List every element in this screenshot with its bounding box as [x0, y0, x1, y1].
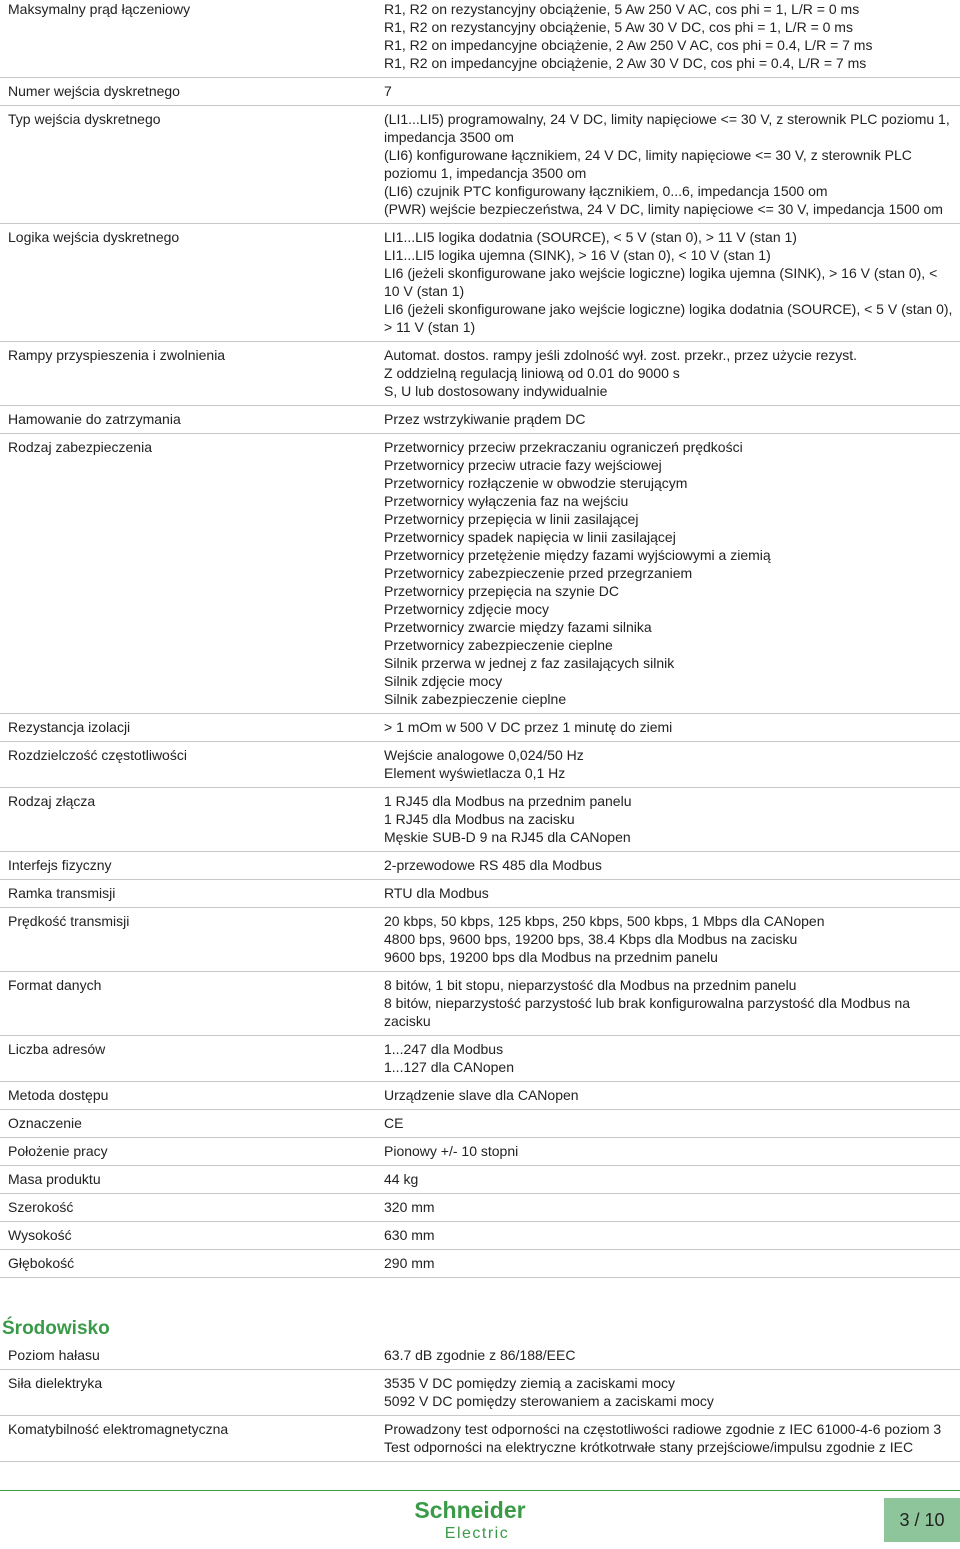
spec-values — [376, 438, 960, 708]
spec-row — [0, 0, 960, 78]
spec-value-line: CE — [384, 1115, 404, 1131]
spec-value-line: RTU dla Modbus — [384, 885, 489, 901]
spec-row — [0, 1416, 960, 1462]
spec-row — [0, 880, 960, 908]
spec-values — [376, 1170, 960, 1188]
spec-values — [376, 856, 960, 874]
spec-label: Głębokość — [8, 1255, 75, 1271]
spec-value-line: Prowadzony test odporności na częstotliwości radiowe zgodnie z IEC 61000-4-6 poziom 3 — [384, 1421, 942, 1437]
spec-label: Oznaczenie — [8, 1115, 82, 1131]
spec-row — [0, 742, 960, 788]
spec-value-line: 290 mm — [384, 1255, 435, 1271]
spec-value-line: Silnik przerwa w jednej z faz zasilających silnik — [384, 655, 675, 671]
spec-label: Format danych — [8, 977, 102, 993]
spec-row — [0, 342, 960, 406]
spec-value-line: Silnik zabezpieczenie cieplne — [384, 691, 567, 707]
spec-value-line: Automat. dostos. rampy jeśli zdolność wył. zost. przekr., przez użycie rezyst. — [384, 347, 858, 363]
spec-value-line: Przetwornicy przeciw utracie fazy wejściowej — [384, 457, 662, 473]
spec-value-line: 9600 bps, 19200 bps dla Modbus na przednim panelu — [384, 949, 718, 965]
spec-value-line: Przez wstrzykiwanie prądem DC — [384, 411, 586, 427]
spec-label: Rodzaj złącza — [8, 793, 96, 809]
spec-label: Numer wejścia dyskretnego — [8, 83, 180, 99]
spec-label: Metoda dostępu — [8, 1087, 109, 1103]
spec-label: Położenie pracy — [8, 1143, 108, 1159]
spec-values — [376, 1198, 960, 1216]
spec-label: Ramka transmisji — [8, 885, 116, 901]
spec-row — [0, 434, 960, 714]
spec-value-line: Przetwornicy rozłączenie w obwodzie sterującym — [384, 475, 688, 491]
spec-label: Siła dielektryka — [8, 1375, 103, 1391]
spec-value-line: (LI1...LI5) programowalny, 24 V DC, limity napięciowe <= 30 V, z sterownik PLC poziomu 1, impedancja 3500 om — [384, 111, 950, 145]
spec-values — [376, 410, 960, 428]
spec-row — [0, 1222, 960, 1250]
spec-value-line: 44 kg — [384, 1171, 419, 1187]
spec-label: Logika wejścia dyskretnego — [8, 229, 180, 245]
spec-label: Prędkość transmisji — [8, 913, 130, 929]
spec-label: Komatybilność elektromagnetyczna — [8, 1421, 229, 1437]
spec-value-line: (LI6) konfigurowane łącznikiem, 24 V DC, limity napięciowe <= 30 V, z sterownik PLC poziomu 1, impedancja 3500 om — [384, 147, 912, 181]
spec-row — [0, 406, 960, 434]
svg-text:Electric: Electric — [444, 1525, 510, 1542]
spec-value-line: 8 bitów, nieparzystość parzystość lub brak konfigurowalna parzystość dla Modbus na zacisku — [384, 995, 911, 1029]
spec-value-line: Męskie SUB-D 9 na RJ45 dla CANopen — [384, 829, 631, 845]
spec-row — [0, 1082, 960, 1110]
spec-label: Liczba adresów — [8, 1041, 106, 1057]
spec-value-line: Przetwornicy przepięcia na szynie DC — [384, 583, 619, 599]
spec-value-line: Pionowy +/- 10 stopni — [384, 1143, 519, 1159]
spec-value-line: R1, R2 on impedancyjne obciążenie, 2 Aw 250 V AC, cos phi = 0.4, L/R = 7 ms — [384, 37, 873, 53]
spec-value-line: Silnik zdjęcie mocy — [384, 673, 503, 689]
spec-values — [376, 82, 960, 100]
spec-values — [376, 976, 960, 1030]
spec-label: Masa produktu — [8, 1171, 101, 1187]
spec-row — [0, 1370, 960, 1416]
spec-value-line: Przetwornicy zabezpieczenie przed przegrzaniem — [384, 565, 693, 581]
spec-row — [0, 1110, 960, 1138]
spec-value-line: LI6 (jeżeli skonfigurowane jako wejście logiczne) logika dodatnia (SOURCE), < 5 V (stan 0), > 11 V (stan 1) — [384, 301, 953, 335]
spec-row — [0, 1194, 960, 1222]
spec-label: Poziom hałasu — [8, 1347, 100, 1363]
spec-value-line: 1...247 dla Modbus — [384, 1041, 504, 1057]
spec-value-line: Przetwornicy zwarcie między fazami silnika — [384, 619, 652, 635]
spec-value-line: (PWR) wejście bezpieczeństwa, 24 V DC, limity napięciowe <= 30 V, impedancja 1500 om — [384, 201, 943, 217]
spec-label: Rodzaj zabezpieczenia — [8, 439, 152, 455]
spec-value-line: Przetwornicy przeciw przekraczaniu ograniczeń prędkości — [384, 439, 743, 455]
spec-row — [0, 106, 960, 224]
spec-values — [376, 1040, 960, 1076]
spec-row — [0, 972, 960, 1036]
spec-value-line: 1...127 dla CANopen — [384, 1059, 514, 1075]
spec-values — [376, 110, 960, 218]
spec-label: Maksymalny prąd łączeniowy — [8, 1, 191, 17]
spec-value-line: 320 mm — [384, 1199, 435, 1215]
section-title-environment: Środowisko — [2, 1318, 110, 1339]
spec-values — [376, 1142, 960, 1160]
spec-value-line: Element wyświetlacza 0,1 Hz — [384, 765, 566, 781]
spec-row — [0, 1036, 960, 1082]
spec-value-line: (LI6) czujnik PTC konfigurowany łącznikiem, 0...6, impedancja 1500 om — [384, 183, 828, 199]
spec-label: Wysokość — [8, 1227, 72, 1243]
spec-label: Rezystancja izolacji — [8, 719, 131, 735]
spec-value-line: Przetwornicy zdjęcie mocy — [384, 601, 549, 617]
schneider-electric-logo — [395, 1498, 545, 1542]
spec-values — [376, 718, 960, 736]
spec-values — [376, 0, 960, 72]
spec-value-line: Przetwornicy spadek napięcia w linii zasilającej — [384, 529, 676, 545]
spec-row — [0, 224, 960, 342]
spec-value-line: 1 RJ45 dla Modbus na przednim panelu — [384, 793, 632, 809]
spec-value-line: 5092 V DC pomiędzy sterowaniem a zaciskami mocy — [384, 1393, 714, 1409]
spec-values — [376, 912, 960, 966]
spec-value-line: Wejście analogowe 0,024/50 Hz — [384, 747, 584, 763]
spec-value-line: 7 — [384, 83, 392, 99]
spec-row — [0, 852, 960, 880]
spec-values — [376, 1254, 960, 1272]
spec-value-line: LI1...LI5 logika ujemna (SINK), > 16 V (stan 0), < 10 V (stan 1) — [384, 247, 771, 263]
spec-value-line: R1, R2 on impedancyjne obciążenie, 2 Aw 30 V DC, cos phi = 0.4, L/R = 7 ms — [384, 55, 867, 71]
spec-value-line: R1, R2 on rezystancyjny obciążenie, 5 Aw 30 V DC, cos phi = 1, L/R = 0 ms — [384, 19, 853, 35]
spec-label: Typ wejścia dyskretnego — [8, 111, 161, 127]
spec-values — [376, 228, 960, 336]
spec-values — [376, 1226, 960, 1244]
spec-label: Interfejs fizyczny — [8, 857, 112, 873]
spec-values — [376, 346, 960, 400]
spec-row — [0, 78, 960, 106]
spec-values — [376, 1420, 960, 1456]
spec-row — [0, 1166, 960, 1194]
spec-values — [376, 1374, 960, 1410]
footer-divider — [0, 1490, 960, 1491]
page-number: 3 / 10 — [884, 1498, 960, 1542]
spec-label: Hamowanie do zatrzymania — [8, 411, 181, 427]
spec-values — [376, 1114, 960, 1132]
spec-value-line: 20 kbps, 50 kbps, 125 kbps, 250 kbps, 500 kbps, 1 Mbps dla CANopen — [384, 913, 825, 929]
spec-row — [0, 1346, 960, 1370]
spec-value-line: 2-przewodowe RS 485 dla Modbus — [384, 857, 602, 873]
spec-value-line: 1 RJ45 dla Modbus na zacisku — [384, 811, 575, 827]
spec-value-line: LI1...LI5 logika dodatnia (SOURCE), < 5 V (stan 0), > 11 V (stan 1) — [384, 229, 797, 245]
spec-values — [376, 1086, 960, 1104]
spec-value-line: 3535 V DC pomiędzy ziemią a zaciskami mocy — [384, 1375, 675, 1391]
spec-label: Szerokość — [8, 1199, 74, 1215]
spec-value-line: 63.7 dB zgodnie z 86/188/EEC — [384, 1347, 576, 1363]
spec-values — [376, 792, 960, 846]
spec-value-line: Z oddzielną regulacją liniową od 0.01 do 9000 s — [384, 365, 680, 381]
spec-value-line: 8 bitów, 1 bit stopu, nieparzystość dla Modbus na przednim panelu — [384, 977, 797, 993]
spec-row — [0, 908, 960, 972]
spec-value-line: Przetwornicy przetężenie między fazami wyjściowymi a ziemią — [384, 547, 771, 563]
spec-value-line: Przetwornicy wyłączenia faz na wejściu — [384, 493, 629, 509]
spec-value-line: S, U lub dostosowany indywidualnie — [384, 383, 608, 399]
spec-value-line: 4800 bps, 9600 bps, 19200 bps, 38.4 Kbps dla Modbus na zacisku — [384, 931, 798, 947]
spec-value-line: Urządzenie slave dla CANopen — [384, 1087, 579, 1103]
spec-label: Rampy przyspieszenia i zwolnienia — [8, 347, 226, 363]
spec-label: Rozdzielczość częstotliwości — [8, 747, 187, 763]
spec-value-line: R1, R2 on rezystancyjny obciążenie, 5 Aw 250 V AC, cos phi = 1, L/R = 0 ms — [384, 1, 860, 17]
spec-row — [0, 1138, 960, 1166]
spec-row — [0, 788, 960, 852]
spec-value-line: Test odporności na elektryczne krótkotrwałe stany przejściowe/impulsu zgodnie z IEC — [384, 1439, 914, 1455]
spec-value-line: Przetwornicy przepięcia w linii zasilającej — [384, 511, 639, 527]
spec-value-line: LI6 (jeżeli skonfigurowane jako wejście logiczne) logika ujemna (SINK), > 16 V (stan 0), < 10 V (stan 1) — [384, 265, 938, 299]
spec-value-line: 630 mm — [384, 1227, 435, 1243]
svg-text:Schneider: Schneider — [414, 1498, 526, 1523]
spec-value-line: Przetwornicy zabezpieczenie cieplne — [384, 637, 613, 653]
spec-values — [376, 746, 960, 782]
spec-values — [376, 884, 960, 902]
spec-values — [376, 1346, 960, 1364]
spec-row — [0, 714, 960, 742]
spec-value-line: > 1 mOm w 500 V DC przez 1 minutę do ziemi — [384, 719, 673, 735]
environment-table — [0, 1346, 960, 1462]
spec-row — [0, 1250, 960, 1278]
